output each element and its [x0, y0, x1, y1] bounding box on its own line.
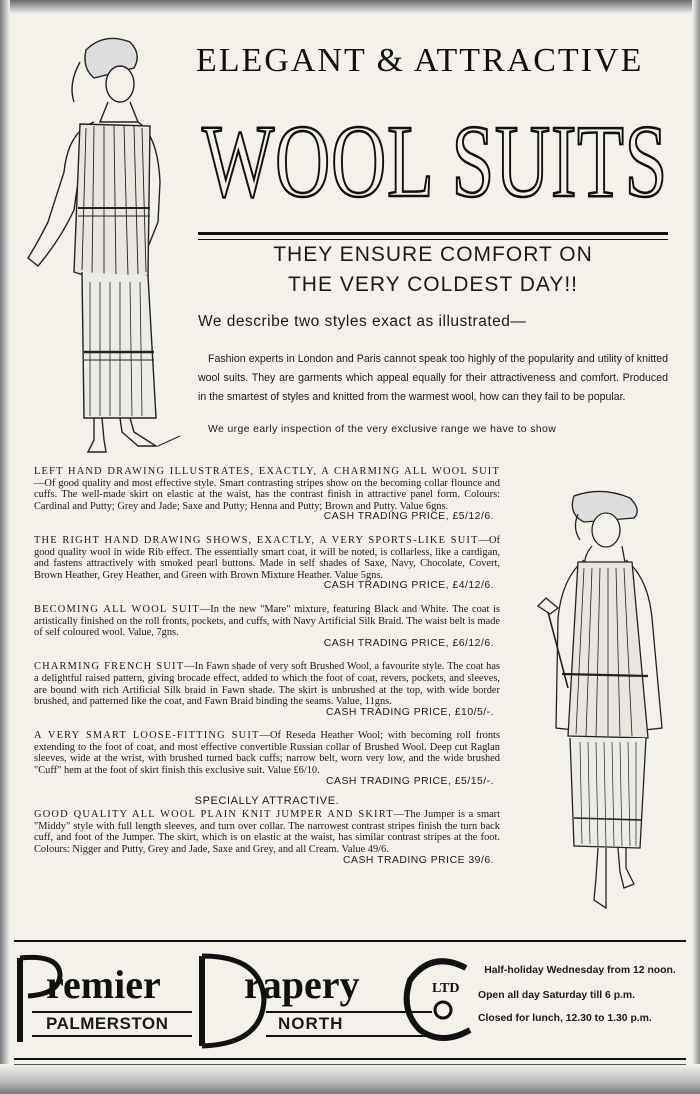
product-price: CASH TRADING PRICE, £5/12/6.: [323, 511, 494, 523]
comfort-line-1: THEY ENSURE COMFORT ON: [273, 243, 593, 266]
wool-suits-text: WOOL SUITS: [202, 104, 668, 210]
product-body: —Of good quality and most effective style. Smart contrasting stripes show on the becoming collar flounce and cuffs. The well-made skirt on elastic at the waist, has the contrast finish in attractive panel form. Colours: Cardinal and Putty; Grey and Jade; Saxe and Putty; Henna and Putty; Brown and Putty. Value 6gns.: [34, 477, 500, 512]
product-item: [34, 661, 500, 718]
product-body: —The Jumper is a smart "Middy" style with full length sleeves, and turn over collar. The narrowest contrast stripes finish the turn back cuff, and foot of the Jumper. The skirt, which is on elastic at the waist, has similar contrast stripes at the foot. Colours: Nigger and Putty, Grey and Jade, Saxe and Grey, and all Cream. Value 49/6.: [34, 809, 500, 856]
product-item: [34, 730, 500, 787]
product-price: CASH TRADING PRICE, £6/12/6.: [323, 637, 494, 649]
footer-rule: [14, 940, 686, 942]
half-holiday-notice: Half-holiday Wednesday from 12 noon.: [484, 965, 676, 976]
lunch-notice: Closed for lunch, 12.30 to 1.30 p.m.: [478, 1013, 652, 1024]
scan-edge-right: [692, 0, 700, 1094]
bottom-rule: [14, 1058, 686, 1060]
bottom-rule-thin: [14, 1064, 686, 1065]
scan-edge-bottom: [0, 1064, 700, 1094]
product-body: —Of Reseda Heather Wool; with becoming roll fronts extending to the foot of coat, and most effective convertible Russian collar of Brushed Wool. Deep cut Raglan sleeves, wide at the wrist, with brushed turned back cuffs; narrow belt, worn very low, and the wide brushed "Cuff" hem at the foot of skirt finish this exclusive suit. Value £6/10.: [34, 730, 500, 777]
saturday-notice: Open all day Saturday till 6 p.m.: [478, 990, 636, 1001]
product-lead: BECOMING ALL WOOL SUIT: [34, 603, 200, 615]
product-lead: LEFT HAND DRAWING ILLUSTRATES, EXACTLY, A CHARMING ALL WOOL SUIT: [34, 466, 500, 477]
town-palmerston: PALMERSTON: [46, 1014, 169, 1033]
describe-line: We describe two styles exact as illustrated—: [198, 313, 527, 330]
divider-rule: [198, 232, 668, 235]
fashion-paragraph: Fashion experts in London and Paris cannot speak too highly of the popularity and utility of knitted wool suits. They are garments which appeal equally for their attractiveness and comfort. Produced in the smartest of styles and knitted from the warmest wool, how can they fail to be popular.: [198, 353, 668, 403]
premier-drapery-logo: [12, 950, 472, 1050]
product-lead: GOOD QUALITY ALL WOOL PLAIN KNIT JUMPER AND SKIRT: [34, 809, 394, 821]
town-north: NORTH: [278, 1014, 344, 1033]
product-lead: THE RIGHT HAND DRAWING SHOWS, EXACTLY, A VERY SPORTS-LIKE SUIT: [34, 534, 479, 546]
comfort-line-2: THE VERY COLDEST DAY!!: [287, 273, 579, 296]
product-price: CASH TRADING PRICE, £10/5/-.: [326, 706, 494, 718]
svg-text:LTD: LTD: [432, 981, 460, 996]
product-body: —Of good quality wool in wide Rib effect. The essentially smart coat, it will be noted, is collarless, like a cardigan, and fastens attractively with smoked pearl buttons. Made in self shades of Saxe, Navy, Chocolate, Covert, Brown Heather, Grey Heather, and Green with Brown Mixture Heather. Value 5gns.: [34, 534, 500, 581]
wool-suits-title: [196, 100, 674, 210]
product-price: CASH TRADING PRICE 39/6.: [343, 854, 494, 866]
store-hours: [478, 964, 682, 1036]
right-woman-illustration: [522, 488, 672, 918]
comfort-subheading: [198, 240, 668, 300]
svg-text:rapery: rapery: [244, 962, 360, 1007]
product-item-special: [34, 809, 500, 866]
product-lead: CHARMING FRENCH SUIT: [34, 661, 185, 673]
product-lead: A VERY SMART LOOSE-FITTING SUIT: [34, 730, 260, 742]
product-price: CASH TRADING PRICE, £5/15/-.: [326, 775, 494, 787]
product-item: [34, 535, 500, 592]
urge-line: We urge early inspection of the very exclusive range we have to show: [208, 424, 557, 435]
left-woman-illustration: [8, 22, 190, 460]
product-body: —In the new "Mare" mixture, featuring Black and White. The coat is artistically finished on the roll fronts, pockets, and cuffs, with Navy Artificial Silk Braid. The waist belt is made of self coloured wool. Value, 7gns.: [34, 603, 500, 639]
scan-edge-top: [0, 0, 700, 14]
product-item: [34, 604, 500, 649]
product-list: [34, 466, 500, 878]
specially-heading: SPECIALLY ATTRACTIVE.: [194, 795, 340, 808]
product-price: CASH TRADING PRICE, £4/12/6.: [323, 580, 494, 592]
svg-text:remier: remier: [46, 962, 161, 1007]
product-item: [34, 466, 500, 523]
product-body: —In Fawn shade of very soft Brushed Wool, a favourite style. The coat has a delightful raised pattern, giving brocade effect, added to which the foot of coat, revers, pockets, and sleeves, are bound with rich Artificial Silk braid in Fawn shade. The skirt is unbrushed at the top, with wide border brushed, and patterned like the coat, and Fawn Braid binding the seams. Value, 11gns.: [34, 661, 500, 708]
headline-elegant: ELEGANT & ATTRACTIVE: [196, 42, 644, 79]
